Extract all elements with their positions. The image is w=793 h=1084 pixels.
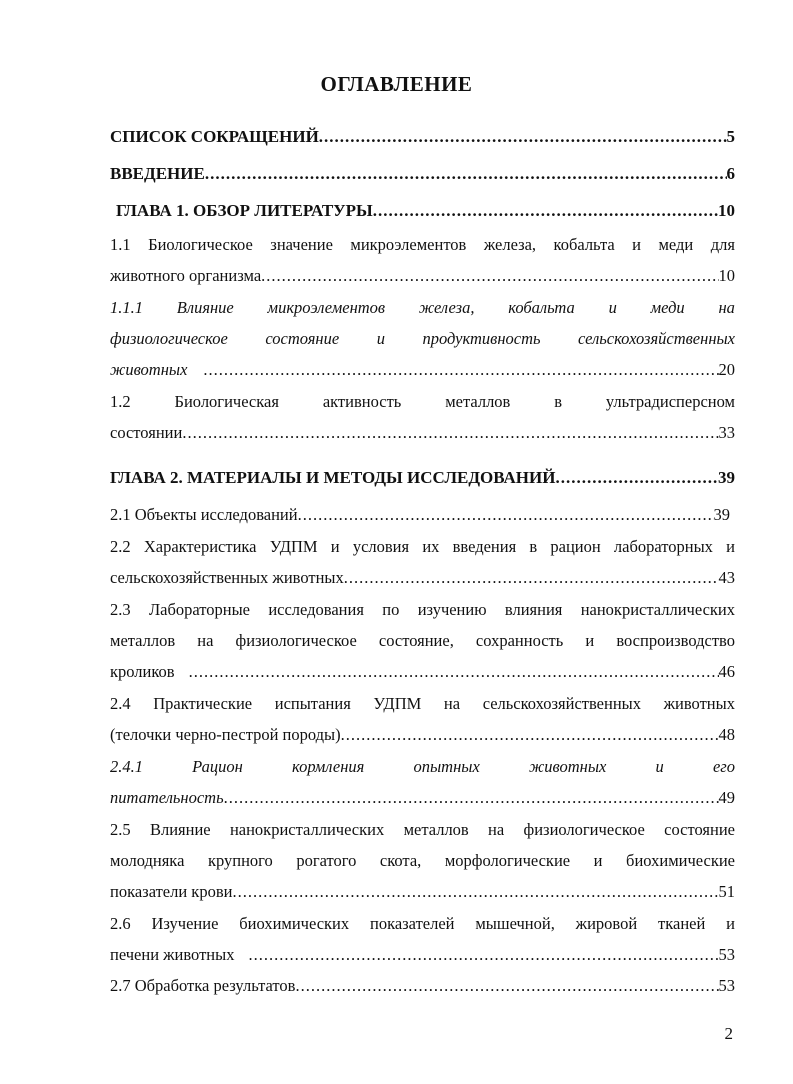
toc-word: и	[585, 631, 595, 650]
toc-word: кормления	[291, 757, 365, 776]
toc-word: микроэлементов	[350, 235, 467, 254]
toc-page-number: 43	[718, 568, 735, 587]
toc-word: исследования	[268, 600, 364, 619]
toc-word: 2.4	[110, 694, 131, 713]
toc-word: в	[529, 537, 538, 556]
toc-word: жировой	[575, 914, 638, 933]
toc-word: железа,	[418, 298, 475, 317]
toc-leader-dots	[189, 661, 719, 683]
toc-word: кобальта	[508, 298, 575, 317]
toc-entry-chapter-1[interactable]	[116, 196, 735, 222]
toc-entry-1-2-line2[interactable]	[110, 418, 735, 444]
page-number: 2	[724, 1024, 733, 1043]
toc-entry-2-7[interactable]	[110, 971, 735, 997]
toc-page-number: 6	[726, 164, 735, 183]
toc-page-number: 46	[718, 662, 735, 681]
toc-word: Биологическое	[148, 235, 253, 254]
toc-word: физиологическое	[235, 631, 357, 650]
toc-word: железа,	[483, 235, 537, 254]
toc-entry-text: животных	[110, 360, 188, 379]
toc-word: Характеристика	[143, 537, 257, 556]
toc-word: испытания	[274, 694, 351, 713]
toc-page-number: 48	[718, 725, 735, 744]
toc-word: опытных	[413, 757, 480, 776]
toc-word: нанокристаллических	[229, 820, 385, 839]
toc-word: биохимических	[239, 914, 350, 933]
toc-word: нанокристаллических	[580, 600, 735, 619]
toc-word: и	[726, 537, 735, 556]
toc-word: значение	[270, 235, 333, 254]
toc-entry-2-3-line1[interactable]	[110, 595, 735, 621]
toc-word: условия	[352, 537, 410, 556]
toc-word: меди	[650, 298, 685, 317]
toc-word: Лабораторные	[148, 600, 250, 619]
toc-word: 1.1.1	[110, 298, 143, 317]
toc-entry-2-4-line2[interactable]	[110, 720, 735, 746]
toc-entry-1-2-line1[interactable]	[110, 387, 735, 413]
toc-entry-1-1-line2[interactable]	[110, 261, 735, 287]
toc-word: металлов	[445, 392, 511, 411]
toc-leader-dots	[341, 724, 719, 746]
toc-word: на	[488, 820, 505, 839]
toc-entry-1-1-1-line3[interactable]	[110, 355, 735, 381]
toc-page-number: 51	[718, 882, 735, 901]
toc-word: микроэлементов	[267, 298, 386, 317]
toc-entry-2-4-1-line2[interactable]	[110, 783, 735, 809]
toc-word: введения	[452, 537, 517, 556]
toc-word: и	[330, 537, 340, 556]
toc-entry-text: ВВЕДЕНИЕ	[110, 164, 205, 183]
toc-word: рогатого	[296, 851, 357, 870]
toc-word: физиологическое	[110, 329, 228, 348]
toc-word: состояние,	[378, 631, 454, 650]
toc-word: крупного	[207, 851, 273, 870]
toc-entry-text: печени животных	[110, 945, 235, 964]
toc-entry-text: 2.1 Объекты исследований	[110, 505, 298, 524]
toc-page-number: 53	[718, 976, 735, 995]
toc-word: мышечной,	[475, 914, 555, 933]
toc-entry-abbreviations[interactable]	[110, 122, 735, 148]
toc-word: и	[632, 235, 642, 254]
toc-word: их	[422, 537, 440, 556]
toc-word: 2.4.1	[110, 757, 143, 776]
toc-word: Влияние	[149, 820, 211, 839]
toc-leader-dots	[373, 200, 718, 222]
toc-word: животных	[528, 757, 607, 776]
toc-word: сельскохозяйственных	[482, 694, 641, 713]
toc-word: морфологические	[444, 851, 571, 870]
toc-word: физиологическое	[523, 820, 645, 839]
toc-page-number: 53	[718, 945, 735, 964]
toc-entry-text: (телочки черно-пестрой породы)	[110, 725, 341, 744]
toc-word: металлов	[403, 820, 469, 839]
page-title: ОГЛАВЛЕНИЕ	[320, 72, 473, 96]
toc-word: УДПМ	[373, 694, 422, 713]
toc-entry-2-4-line1[interactable]	[110, 689, 735, 715]
toc-word: кобальта	[553, 235, 615, 254]
toc-word: меди	[658, 235, 694, 254]
toc-word: лабораторных	[613, 537, 713, 556]
toc-word: 2.2	[110, 537, 131, 556]
toc-word: 1.2	[110, 392, 131, 411]
toc-word: продуктивность	[422, 329, 541, 348]
toc-entry-text: состоянии	[110, 423, 183, 442]
toc-entry-1-1-1-line2[interactable]	[110, 324, 735, 350]
toc-entry-text: СПИСОК СОКРАЩЕНИЙ	[110, 127, 319, 146]
toc-word: состояние	[664, 820, 735, 839]
toc-word: по	[382, 600, 400, 619]
toc-word: на	[443, 694, 461, 713]
toc-entry-2-4-1-line1[interactable]	[110, 752, 735, 778]
toc-leader-dots	[555, 467, 718, 489]
toc-leader-dots	[232, 881, 718, 903]
toc-word: состояние	[265, 329, 340, 348]
toc-word: и	[655, 757, 664, 776]
toc-word: на	[718, 298, 735, 317]
toc-leader-dots	[248, 944, 718, 966]
toc-entry-2-5-line3[interactable]	[110, 877, 735, 903]
toc-word: 2.6	[110, 914, 131, 933]
toc-entry-text: ГЛАВА 2. МАТЕРИАЛЫ И МЕТОДЫ ИССЛЕДОВАНИЙ	[110, 468, 556, 487]
toc-word: металлов	[110, 631, 176, 650]
toc-page-number: 33	[718, 423, 735, 442]
toc-entry-2-2-line2[interactable]	[110, 563, 735, 589]
toc-entry-2-5-line1[interactable]	[110, 815, 735, 841]
toc-word: тканей	[658, 914, 706, 933]
toc-word: Рацион	[192, 757, 243, 776]
toc-word: 2.5	[110, 820, 131, 839]
toc-leader-dots	[344, 567, 719, 589]
toc-word: активность	[322, 392, 402, 411]
toc-leader-dots	[298, 504, 714, 526]
toc-entry-2-3-line3[interactable]	[110, 657, 735, 683]
toc-word: и	[608, 298, 617, 317]
toc-page-number: 20	[718, 360, 735, 379]
toc-page-number: 49	[718, 788, 735, 807]
toc-entry-introduction[interactable]	[110, 159, 735, 185]
toc-word: биохимические	[626, 851, 735, 870]
toc-word: ультрадисперсном	[605, 392, 735, 411]
toc-page-number: 10	[718, 266, 735, 285]
toc-page-number: 39	[718, 468, 735, 487]
toc-leader-dots	[182, 422, 718, 444]
toc-entry-1-1-line1[interactable]	[110, 230, 735, 256]
toc-word: в	[554, 392, 562, 411]
toc-word: Изучение	[151, 914, 219, 933]
toc-entry-text: сельскохозяйственных животных	[110, 568, 344, 587]
toc-entry-2-3-line2[interactable]	[110, 626, 735, 652]
toc-word: сельскохозяйственных	[578, 329, 735, 348]
toc-word: сохранность	[475, 631, 564, 650]
toc-entry-1-1-1-line1[interactable]	[110, 293, 735, 319]
toc-entry-text: 2.7 Обработка результатов	[110, 976, 296, 995]
toc-leader-dots	[203, 359, 718, 381]
toc-word: и	[726, 914, 735, 933]
toc-word: показателей	[369, 914, 455, 933]
toc-word: и	[376, 329, 385, 348]
toc-word: рацион	[550, 537, 601, 556]
toc-entry-2-5-line2[interactable]	[110, 846, 735, 872]
toc-leader-dots	[295, 975, 718, 997]
toc-entry-text: кроликов	[110, 662, 175, 681]
toc-word: воспроизводство	[616, 631, 735, 650]
toc-leader-dots	[224, 787, 719, 809]
toc-entry-2-6-line1[interactable]	[110, 909, 735, 935]
toc-entry-text: животного организма	[110, 266, 262, 285]
toc-word: Влияние	[176, 298, 234, 317]
toc-word: Биологическая	[174, 392, 279, 411]
toc-word: УДПМ	[269, 537, 318, 556]
toc-word: 2.3	[110, 600, 131, 619]
toc-word: и	[593, 851, 603, 870]
toc-word: влияния	[504, 600, 563, 619]
toc-page-number: 10	[718, 201, 735, 220]
toc-word: изучению	[417, 600, 487, 619]
toc-entry-2-1[interactable]	[110, 500, 730, 526]
toc-leader-dots	[261, 265, 718, 287]
toc-entry-2-6-line2[interactable]	[110, 940, 735, 966]
toc-entry-text: питательность	[110, 788, 224, 807]
toc-word: Практические	[153, 694, 253, 713]
toc-entry-2-2-line1[interactable]	[110, 532, 735, 558]
toc-word: 1.1	[110, 235, 131, 254]
toc-page-number: 39	[713, 505, 730, 524]
toc-word: для	[710, 235, 735, 254]
toc-word: его	[712, 757, 735, 776]
toc-page-number: 5	[726, 127, 735, 146]
toc-leader-dots	[205, 163, 727, 185]
toc-entry-chapter-2[interactable]	[110, 463, 735, 489]
toc-word: на	[197, 631, 214, 650]
toc-entry-text: ГЛАВА 1. ОБЗОР ЛИТЕРАТУРЫ	[116, 201, 373, 220]
toc-word: скота,	[379, 851, 422, 870]
toc-leader-dots	[319, 126, 727, 148]
toc-entry-text: показатели крови	[110, 882, 233, 901]
toc-word: животных	[663, 694, 735, 713]
toc-word: молодняка	[110, 851, 185, 870]
